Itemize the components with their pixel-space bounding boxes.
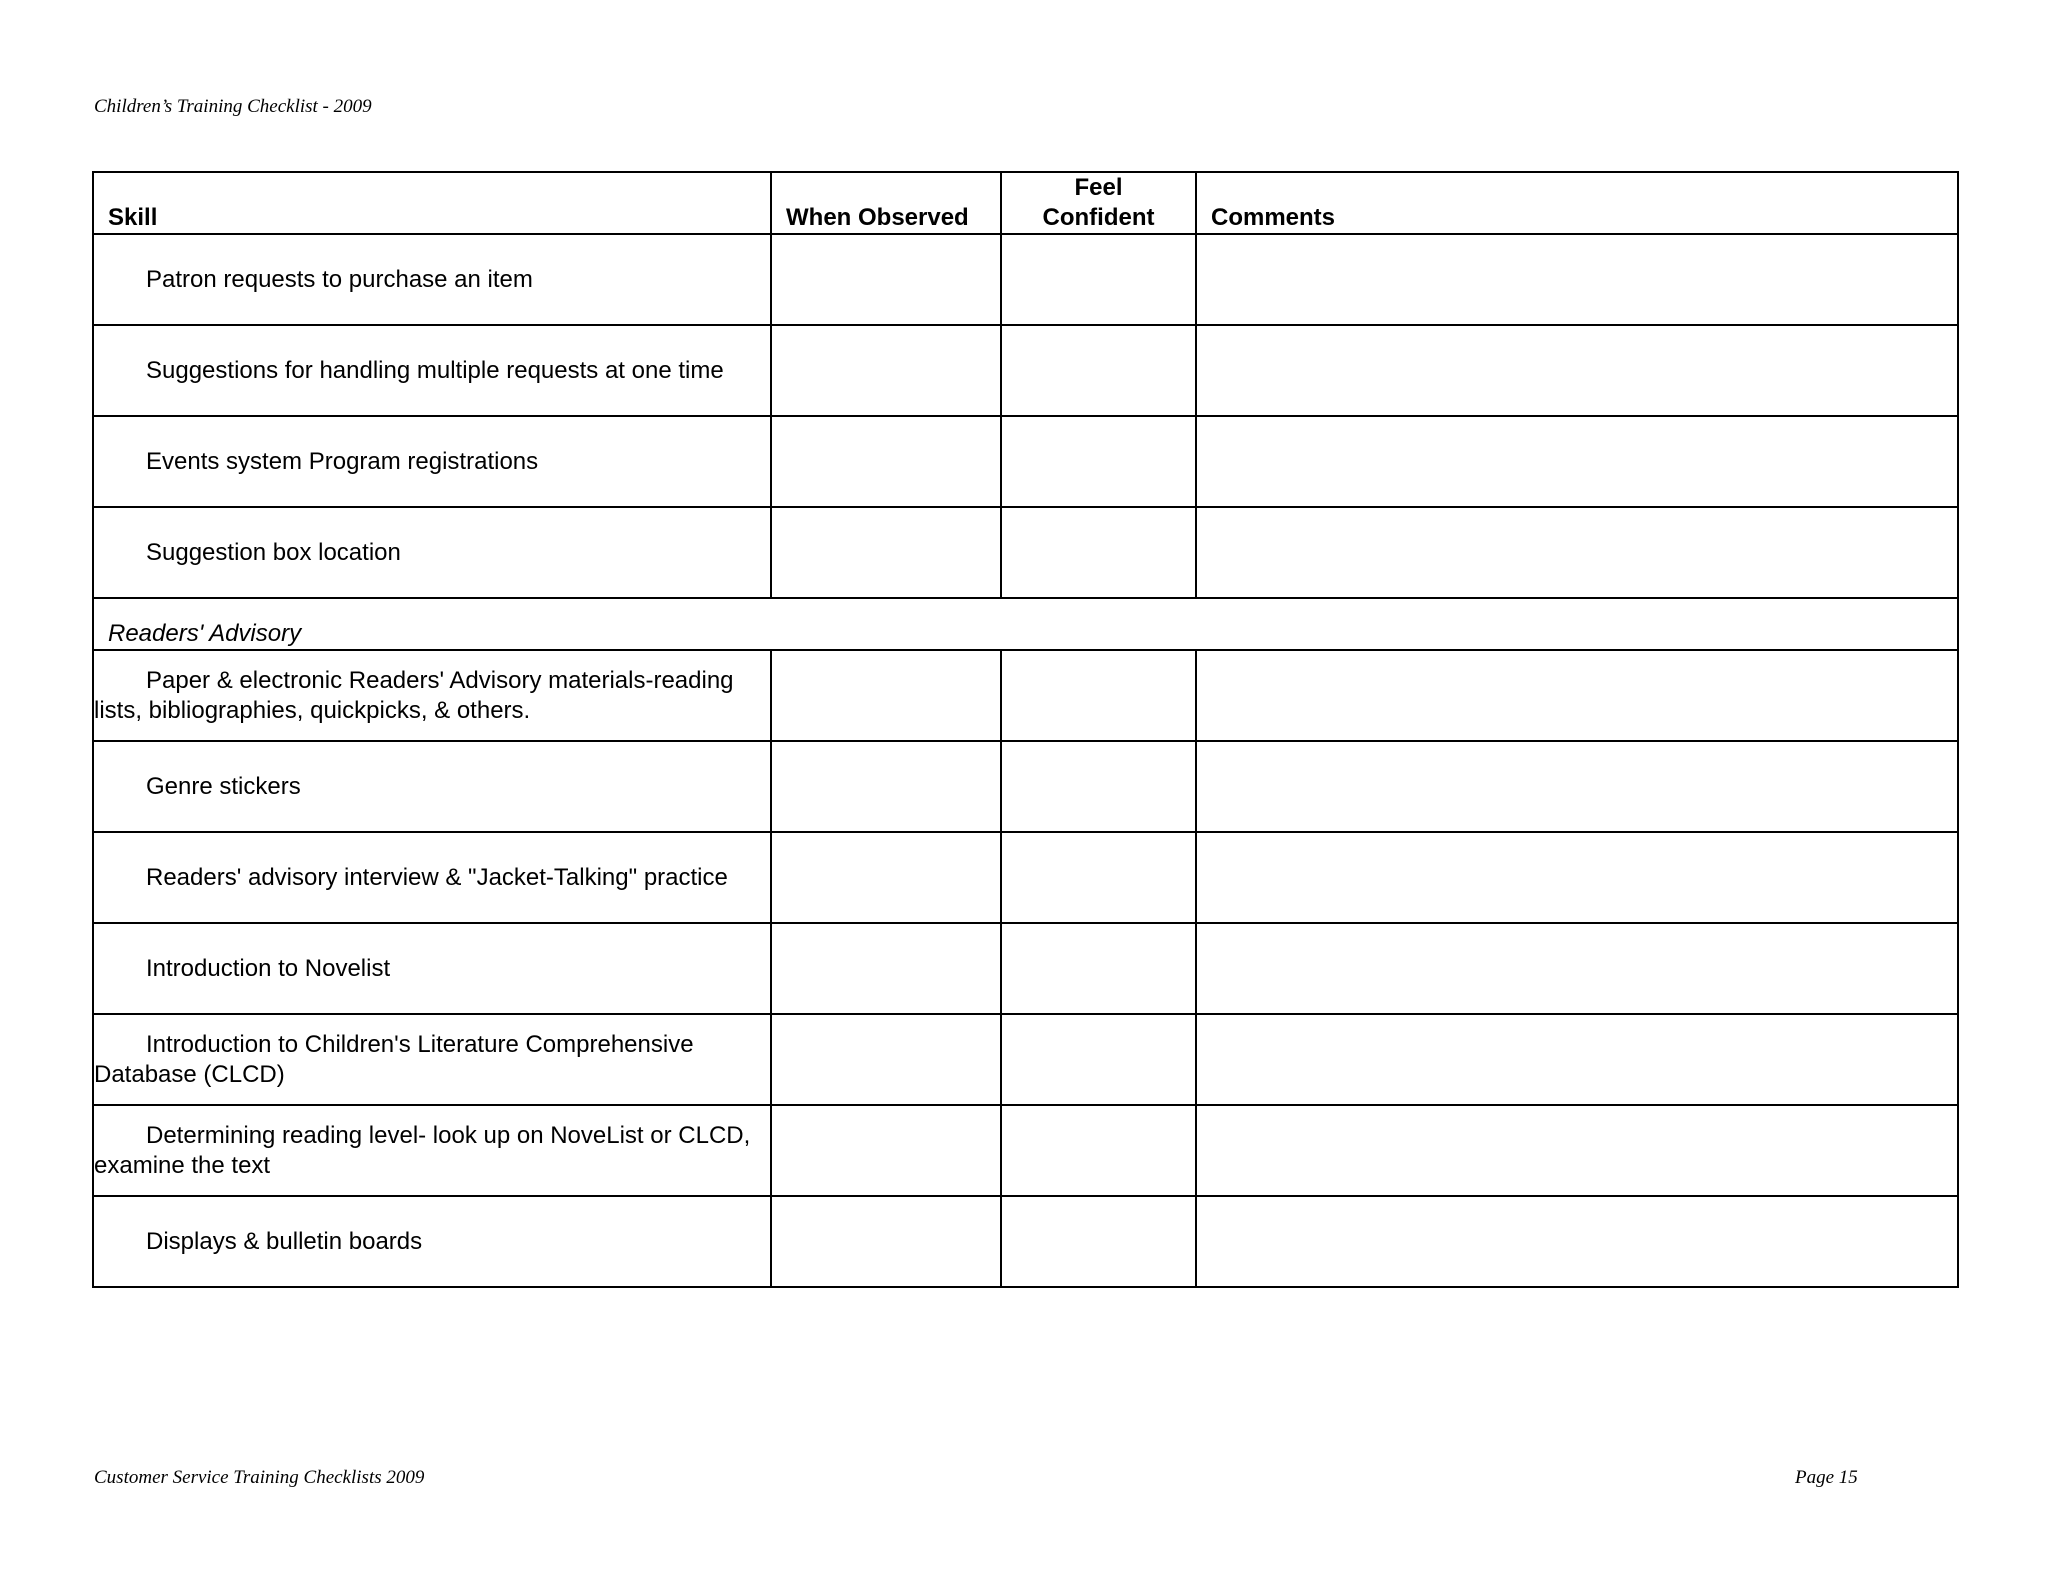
when-observed-cell[interactable] [771, 923, 1001, 1014]
feel-confident-cell[interactable] [1001, 325, 1196, 416]
table-row [93, 1105, 1958, 1196]
table-row [93, 923, 1958, 1014]
skill-cell [93, 234, 771, 325]
section-row-readers-advisory [93, 598, 1958, 650]
table-row [93, 507, 1958, 598]
when-observed-cell[interactable] [771, 325, 1001, 416]
skill-label: Paper & electronic Readers' Advisory materials-reading lists, bibliographies, quickpicks, & others. [94, 666, 734, 724]
table-header-row [93, 172, 1958, 234]
skill-cell [93, 1105, 771, 1196]
column-header-skill: Skill [93, 172, 771, 234]
table-row [93, 1196, 1958, 1287]
skill-cell [93, 832, 771, 923]
comments-cell[interactable] [1196, 234, 1958, 325]
when-observed-cell[interactable] [771, 650, 1001, 741]
comments-cell[interactable] [1196, 325, 1958, 416]
skill-label: Patron requests to purchase an item [146, 265, 533, 293]
training-checklist-table [92, 171, 1959, 1288]
table-row [93, 234, 1958, 325]
when-observed-cell[interactable] [771, 832, 1001, 923]
when-observed-cell[interactable] [771, 234, 1001, 325]
table-row [93, 1014, 1958, 1105]
feel-confident-line2: Confident [1042, 204, 1155, 231]
when-observed-cell[interactable] [771, 741, 1001, 832]
comments-cell[interactable] [1196, 923, 1958, 1014]
comments-cell[interactable] [1196, 416, 1958, 507]
skill-cell [93, 507, 771, 598]
table-row [93, 741, 1958, 832]
comments-cell[interactable] [1196, 507, 1958, 598]
skill-label: Readers' advisory interview & "Jacket-Talking" practice [146, 863, 728, 891]
skill-cell [93, 1014, 771, 1105]
when-observed-cell[interactable] [771, 1196, 1001, 1287]
feel-confident-cell[interactable] [1001, 923, 1196, 1014]
table-row [93, 832, 1958, 923]
page-footer-title: Customer Service Training Checklists 2009 [94, 1467, 425, 1488]
skill-label: Introduction to Children's Literature Comprehensive Database (CLCD) [94, 1030, 694, 1088]
skill-label: Events system Program registrations [146, 447, 539, 475]
table-row [93, 650, 1958, 741]
feel-confident-cell[interactable] [1001, 1196, 1196, 1287]
feel-confident-cell[interactable] [1001, 507, 1196, 598]
skill-label: Genre stickers [146, 772, 301, 800]
when-observed-cell[interactable] [771, 1014, 1001, 1105]
when-observed-cell[interactable] [771, 416, 1001, 507]
comments-cell[interactable] [1196, 832, 1958, 923]
comments-cell[interactable] [1196, 1105, 1958, 1196]
skill-cell [93, 1196, 771, 1287]
comments-cell[interactable] [1196, 741, 1958, 832]
skill-label: Determining reading level- look up on NoveList or CLCD, examine the text [94, 1121, 751, 1179]
page-header: Children’s Training Checklist - 2009 [94, 96, 372, 117]
feel-confident-cell[interactable] [1001, 832, 1196, 923]
feel-confident-cell[interactable] [1001, 650, 1196, 741]
comments-cell[interactable] [1196, 1196, 1958, 1287]
skill-label: Introduction to Novelist [146, 954, 391, 982]
skill-cell [93, 416, 771, 507]
section-heading: Readers' Advisory [93, 598, 1958, 650]
skill-cell [93, 923, 771, 1014]
table-row [93, 416, 1958, 507]
skill-cell [93, 741, 771, 832]
comments-cell[interactable] [1196, 1014, 1958, 1105]
column-header-comments: Comments [1196, 172, 1958, 234]
when-observed-cell[interactable] [771, 507, 1001, 598]
skill-label: Displays & bulletin boards [146, 1227, 423, 1255]
skill-cell [93, 650, 771, 741]
page-number: Page 15 [1795, 1467, 1858, 1488]
table-row [93, 325, 1958, 416]
skill-label: Suggestions for handling multiple requests at one time [146, 356, 724, 384]
skill-label: Suggestion box location [146, 538, 401, 566]
when-observed-cell[interactable] [771, 1105, 1001, 1196]
feel-confident-line1: Feel [1074, 174, 1123, 201]
feel-confident-cell[interactable] [1001, 1105, 1196, 1196]
feel-confident-cell[interactable] [1001, 234, 1196, 325]
feel-confident-cell[interactable] [1001, 741, 1196, 832]
feel-confident-cell[interactable] [1001, 416, 1196, 507]
column-header-feel-confident [1001, 172, 1196, 234]
feel-confident-cell[interactable] [1001, 1014, 1196, 1105]
skill-cell [93, 325, 771, 416]
column-header-when-observed: When Observed [771, 172, 1001, 234]
comments-cell[interactable] [1196, 650, 1958, 741]
